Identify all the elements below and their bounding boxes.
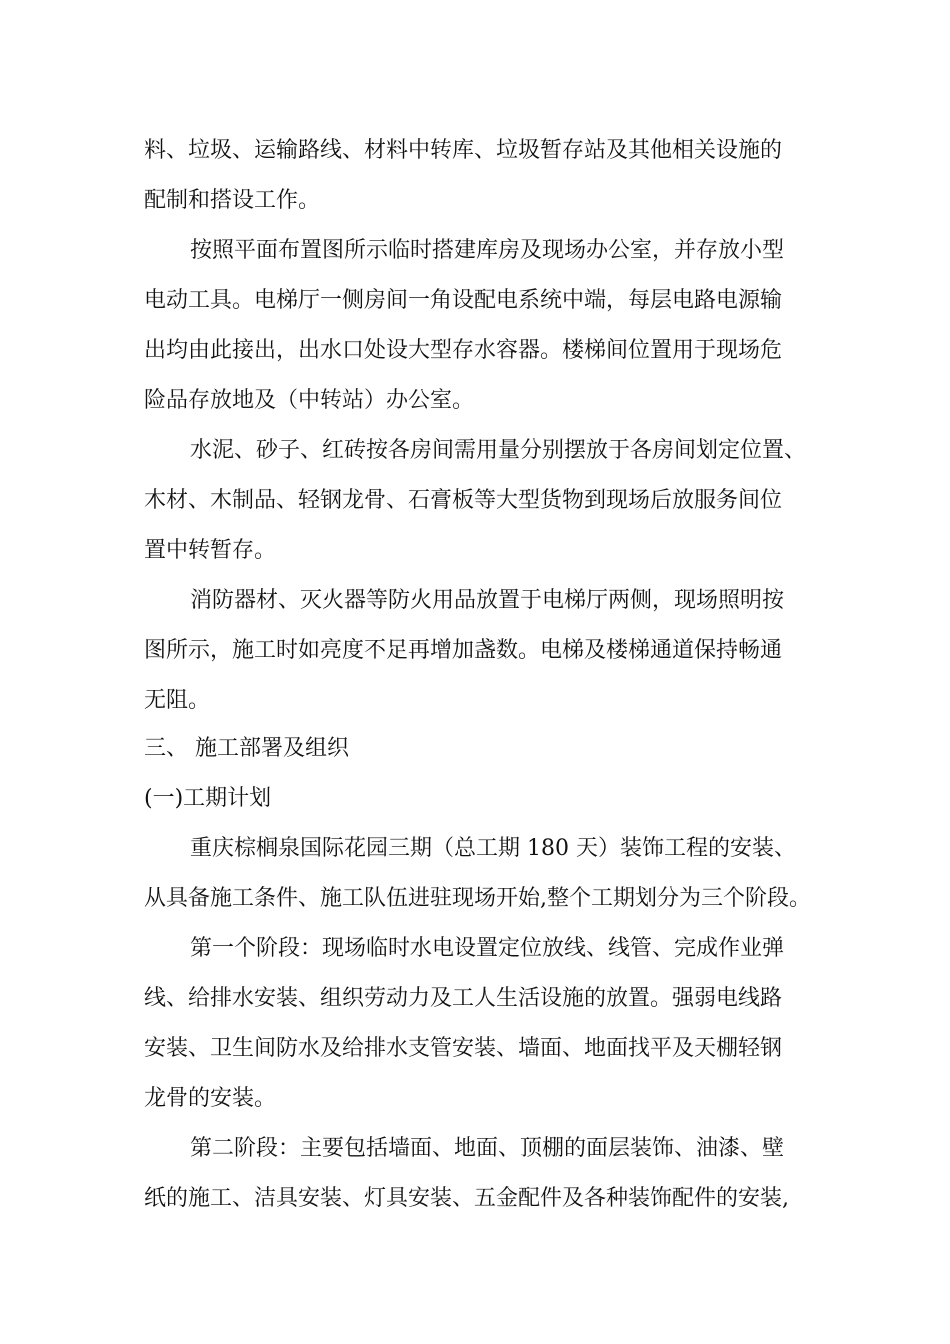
text-line: 险品存放地及（中转站）办公室。 <box>144 388 475 413</box>
paragraph-start-line: 第二阶段：主要包括墙面、地面、顶棚的面层装饰、油漆、壁 <box>190 1136 785 1161</box>
text-line: 图所示，施工时如亮度不足再增加盏数。电梯及楼梯通道保持畅通 <box>144 638 783 663</box>
text-line: 配制和搭设工作。 <box>144 188 321 213</box>
text-line: 出均由此接出，出水口处设大型存水容器。楼梯间位置用于现场危 <box>144 338 783 363</box>
paragraph-start-line: 水泥、砂子、红砖按各房间需用量分别摆放于各房间划定位置、 <box>190 438 807 463</box>
text-line: 料、垃圾、运输路线、材料中转库、垃圾暂存站及其他相关设施的 <box>144 138 783 163</box>
paragraph-start-line: 按照平面布置图所示临时搭建库房及现场办公室，并存放小型 <box>190 238 785 263</box>
text-line: 电动工具。电梯厅一侧房间一角设配电系统中端，每层电路电源输 <box>144 288 783 313</box>
text-line: 无阻。 <box>144 688 211 713</box>
paragraph-start-line: 重庆棕榈泉国际花园三期（总工期 180 天）装饰工程的安装、 <box>190 836 796 861</box>
paragraph-start-line: 消防器材、灭火器等防火用品放置于电梯厅两侧，现场照明按 <box>190 588 785 613</box>
text-line: 安装、卫生间防水及给排水支管安装、墙面、地面找平及天棚轻钢 <box>144 1036 783 1061</box>
text-line: 纸的施工、洁具安装、灯具安装、五金配件及各种装饰配件的安装, <box>144 1186 789 1211</box>
subsection-heading: (一)工期计划 <box>144 786 272 811</box>
text-line: 置中转暂存。 <box>144 538 277 563</box>
text-line: 线、给排水安装、组织劳动力及工人生活设施的放置。强弱电线路 <box>144 986 783 1011</box>
text-line: 木材、木制品、轻钢龙骨、石膏板等大型货物到现场后放服务间位 <box>144 488 783 513</box>
text-line: 从具备施工条件、施工队伍进驻现场开始,整个工期划分为三个阶段。 <box>144 886 811 911</box>
text-line: 龙骨的安装。 <box>144 1086 277 1111</box>
section-heading: 三、 施工部署及组织 <box>144 736 349 761</box>
paragraph-start-line: 第一个阶段：现场临时水电设置定位放线、线管、完成作业弹 <box>190 936 785 961</box>
